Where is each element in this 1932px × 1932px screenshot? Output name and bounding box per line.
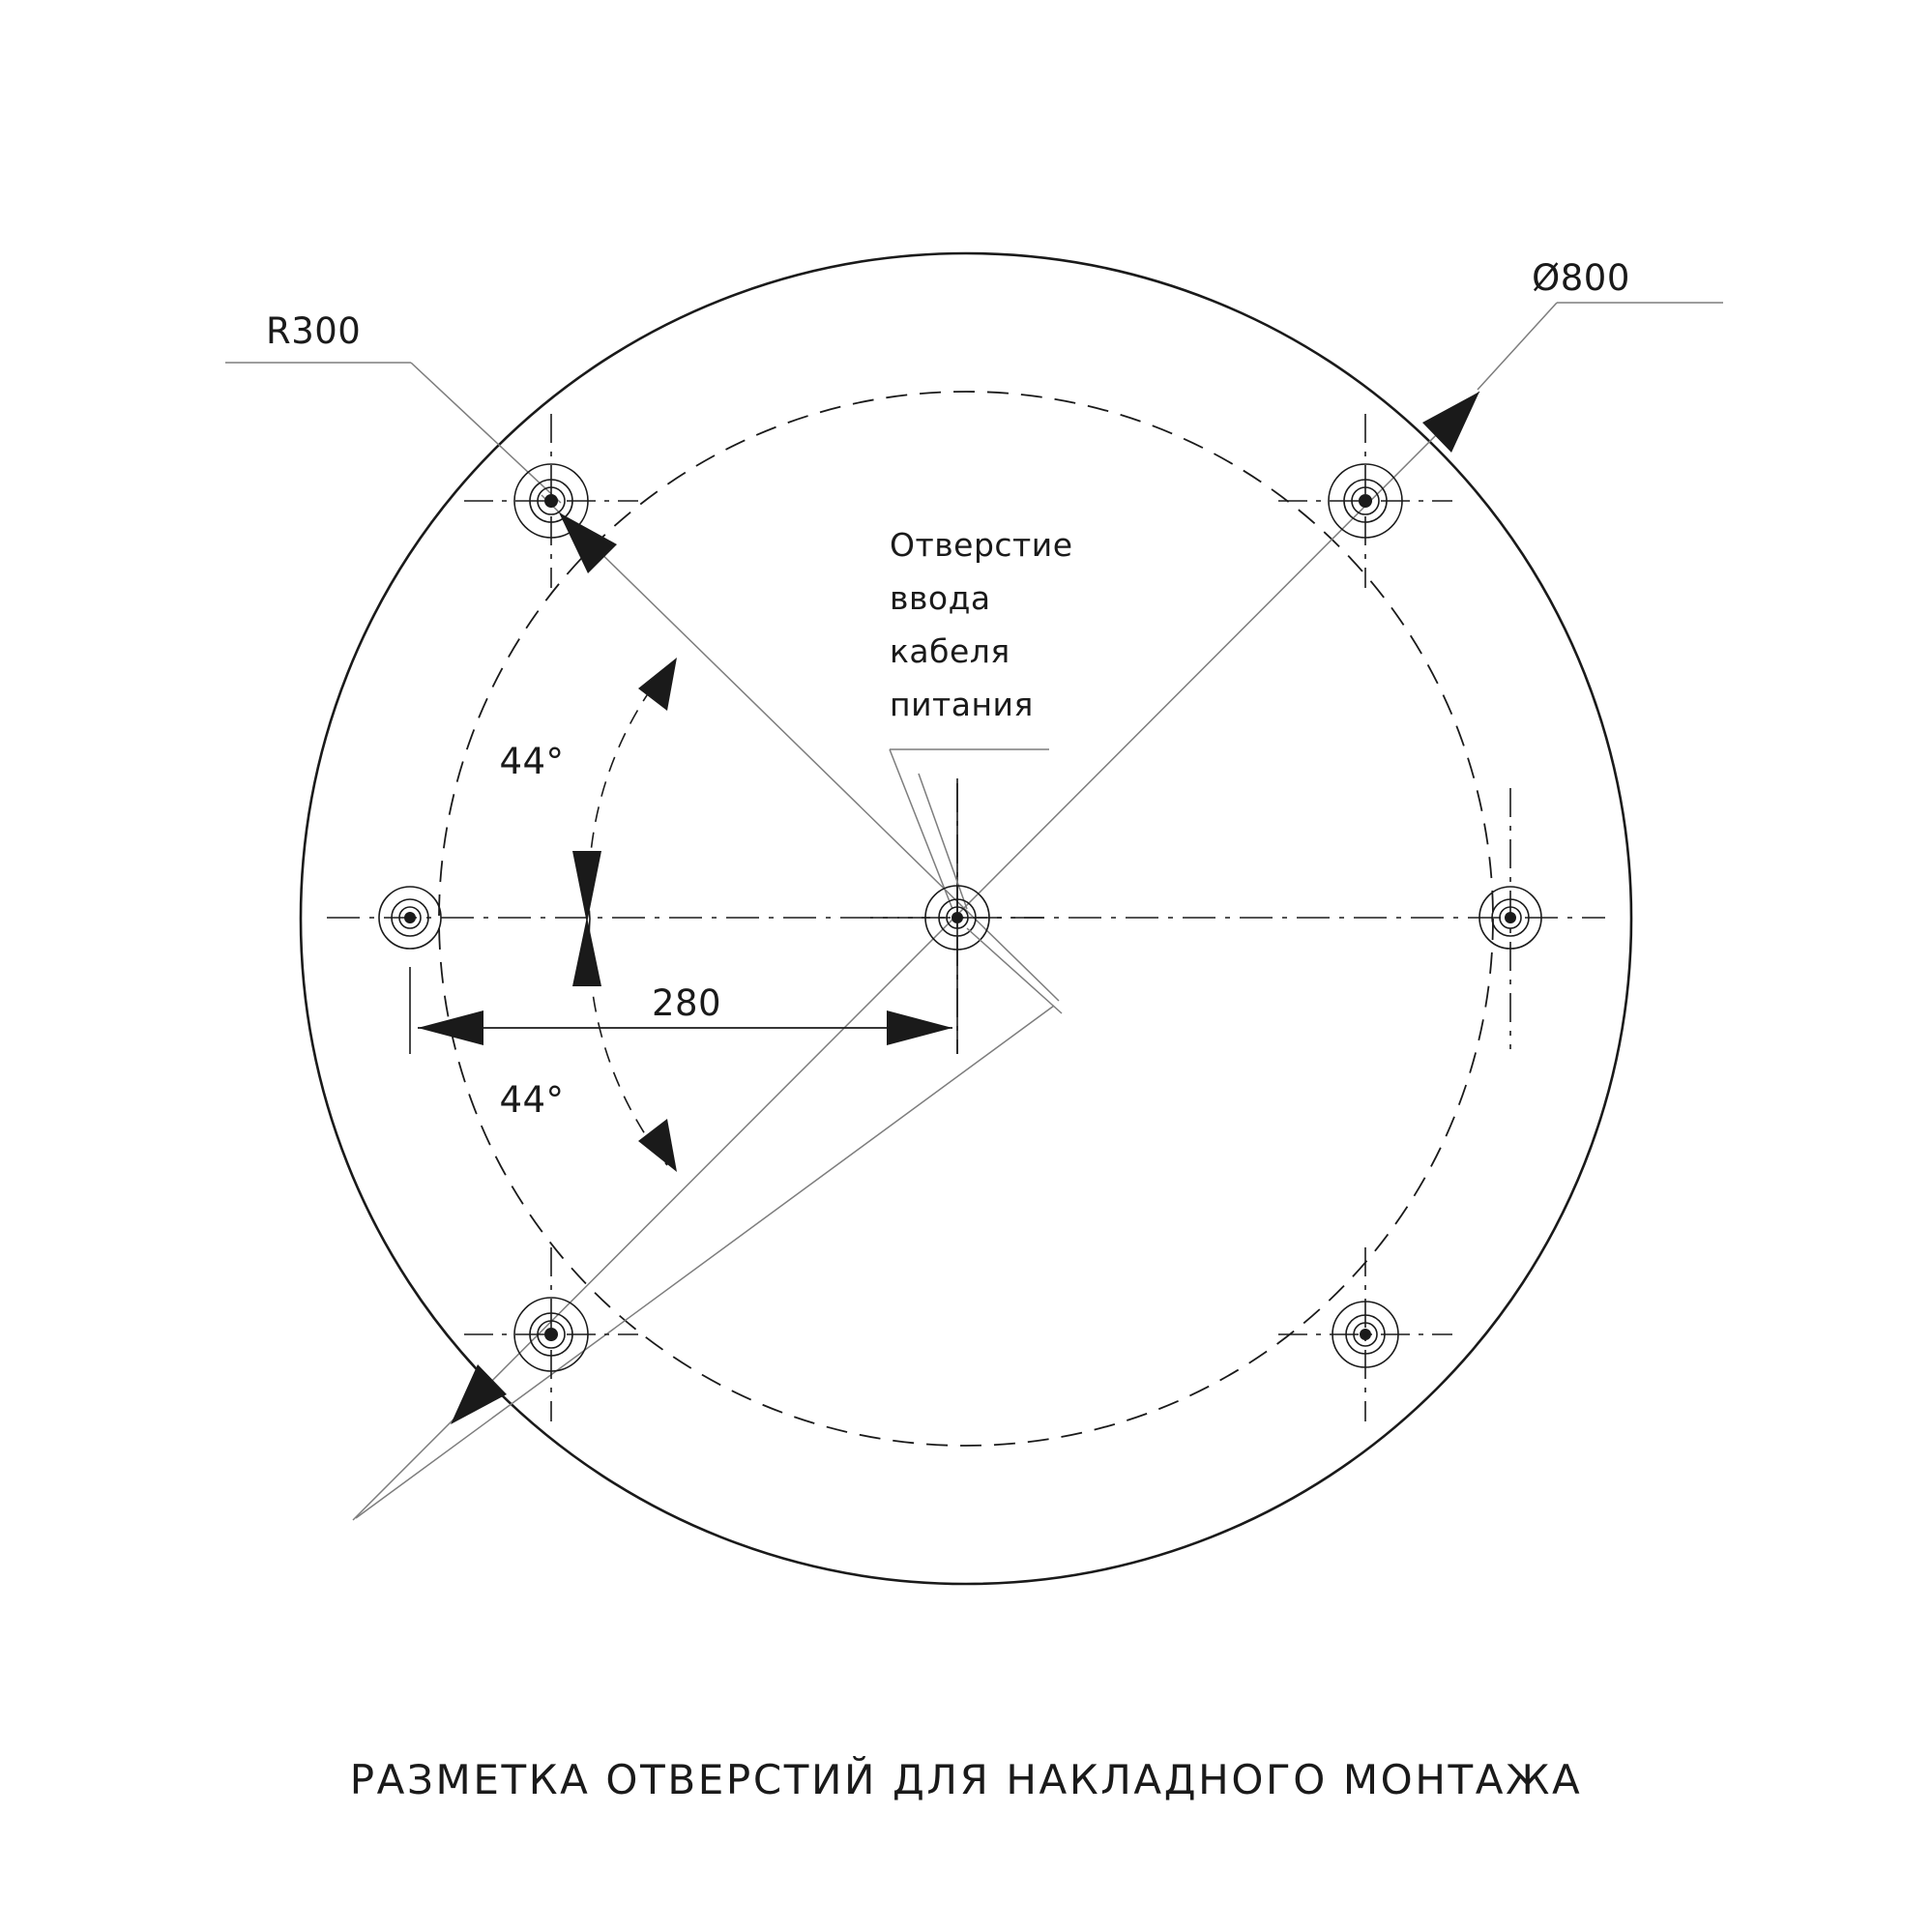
hole-core [1359, 494, 1372, 508]
arrowhead-angle-upper-bottom [572, 851, 601, 923]
arrowhead-lower-left [451, 1364, 507, 1424]
leader-r300-slant [411, 363, 561, 503]
arrowhead-280-right [887, 1010, 952, 1045]
centre-diagonal-tail [967, 928, 1062, 1013]
hole-core [951, 912, 963, 923]
hole-lower-right [1278, 1247, 1452, 1421]
cable-note-line-1: Отверстие [890, 526, 1073, 564]
cable-note-line-2: ввода [890, 579, 991, 617]
label-angle-upper: 44° [499, 741, 565, 782]
hole-right [1479, 788, 1541, 1049]
diagonal-line-secondary [542, 495, 1059, 1001]
arrowhead-angle-lower-top [572, 917, 601, 986]
arrowhead-280-left [418, 1010, 483, 1045]
hole-core [544, 1328, 558, 1341]
label-dimension-280: 280 [651, 982, 722, 1024]
hole-core [1505, 912, 1516, 923]
outer-plate-circle [301, 253, 1631, 1584]
label-r300: R300 [266, 310, 362, 352]
hole-core [544, 494, 558, 508]
arrowhead-angle-upper-top [638, 658, 677, 711]
cable-note-line-3: кабеля [890, 632, 1010, 670]
leader-d800-slant [1478, 303, 1557, 390]
label-outer-diameter: Ø800 [1532, 257, 1630, 299]
angle-arc-upper [589, 667, 667, 919]
leader-cable-note-slant [890, 749, 952, 909]
hole-core [404, 912, 416, 923]
label-angle-lower: 44° [499, 1079, 565, 1121]
hole-core [1360, 1329, 1371, 1340]
diagonal-axis-lower-left [356, 1006, 1054, 1518]
hole-upper-left [464, 414, 638, 588]
arrowhead-radius [559, 512, 617, 573]
drawing-caption: РАЗМЕТКА ОТВЕРСТИЙ ДЛЯ НАКЛАДНОГО МОНТАЖА [349, 1756, 1583, 1803]
arrowhead-angle-lower-bottom [638, 1119, 677, 1172]
cable-note-line-4: питания [890, 686, 1034, 723]
